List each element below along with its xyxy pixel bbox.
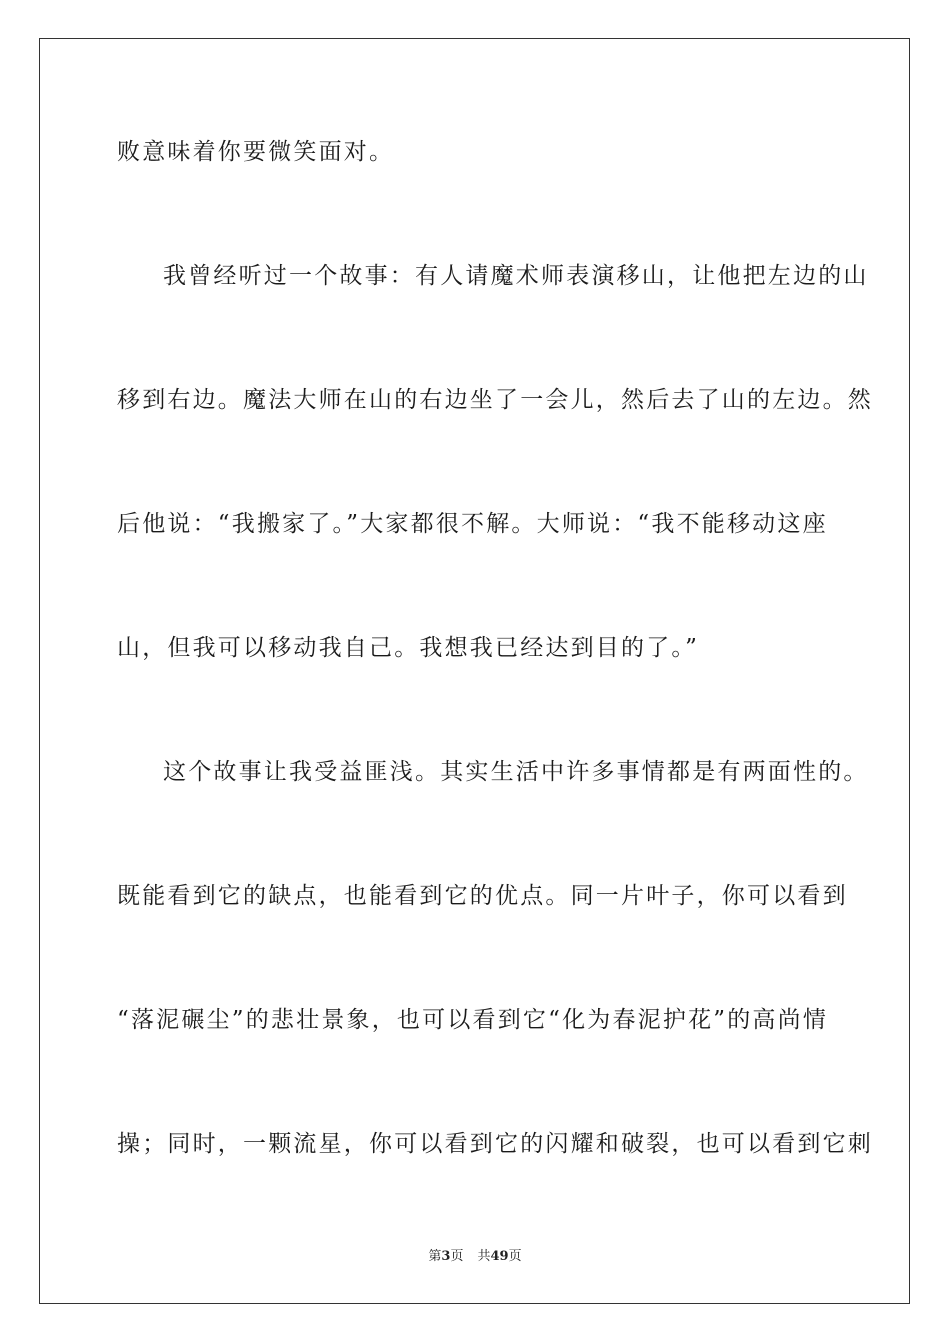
body-line: 移到右边。魔法大师在山的右边坐了一会儿，然后去了山的左边。然 [117,387,873,413]
body-line: 这个故事让我受益匪浅。其实生活中许多事情都是有两面性的。 [163,759,869,785]
page-suffix: 页 [450,1249,464,1264]
total-pages: 49 [490,1249,509,1264]
page-prefix: 第 [428,1249,442,1264]
total-suffix: 页 [508,1249,522,1264]
body-line: 既能看到它的缺点，也能看到它的优点。同一片叶子，你可以看到 [117,883,848,909]
page-number: 3 [441,1249,451,1264]
page-footer [0,1248,950,1266]
body-line: 败意味着你要微笑面对。 [117,139,395,165]
total-prefix: 共 [477,1249,491,1264]
page-border [39,38,910,1304]
body-line: 山，但我可以移动我自己。我想我已经达到目的了。” [117,635,700,661]
body-line: 我曾经听过一个故事：有人请魔术师表演移山，让他把左边的山 [163,263,869,289]
body-line: 后他说：“我搬家了。”大家都很不解。大师说：“我不能移动这座 [117,511,828,537]
body-line: 操；同时，一颗流星，你可以看到它的闪耀和破裂，也可以看到它刺 [117,1131,873,1157]
body-line: “落泥碾尘”的悲壮景象，也可以看到它“化为春泥护花”的高尚情 [117,1007,829,1033]
